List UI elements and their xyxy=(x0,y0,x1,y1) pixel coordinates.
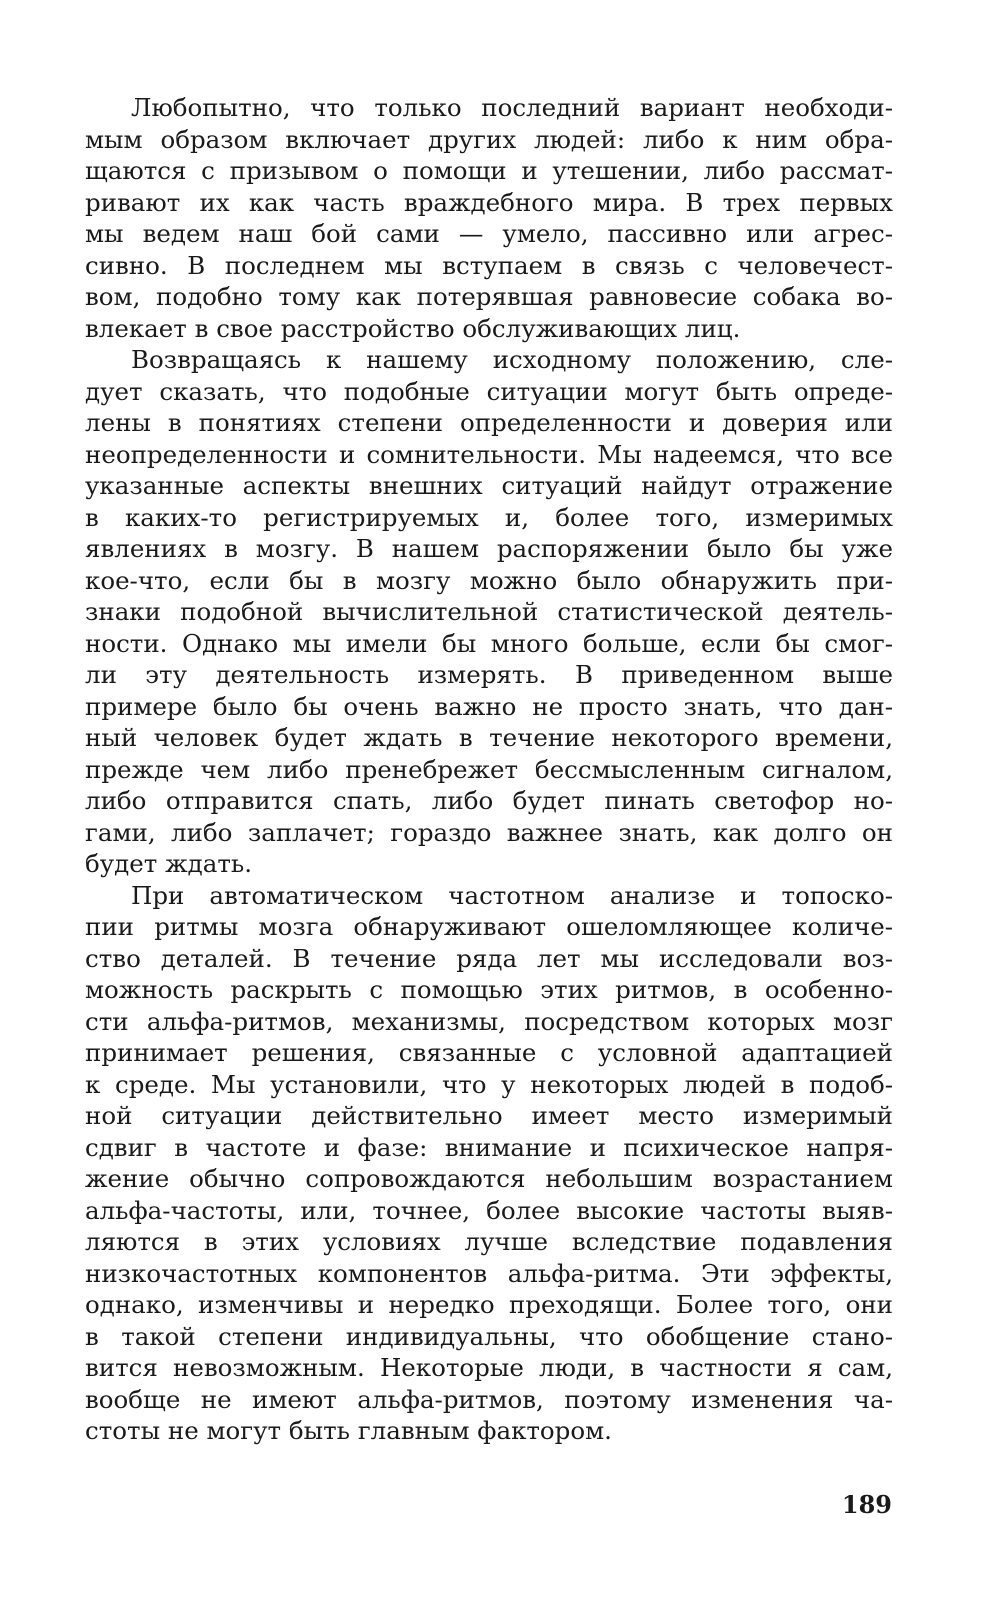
text-line: пии ритмы мозга обнаруживают ошеломляющее количе- xyxy=(85,912,893,941)
text-line: жение обычно сопровождаются небольшим возрастанием xyxy=(85,1164,893,1193)
text-line: щаются с призывом о помощи и утешении, либо рассмат- xyxy=(85,156,893,185)
text-line: Любопытно, что только последний вариант необходи- xyxy=(131,93,893,122)
page-number: 189 xyxy=(841,1490,892,1519)
text-line: лены в понятиях степени определенности и доверия или xyxy=(85,408,893,437)
page-body xyxy=(85,92,893,1447)
paragraph-1 xyxy=(85,92,893,344)
text-line: вообще не имеют альфа-ритмов, поэтому изменения ча- xyxy=(85,1384,893,1414)
text-line: принимает решения, связанные с условной адаптацией xyxy=(85,1038,893,1067)
text-line: сивно. В последнем мы вступаем в связь с человечест- xyxy=(85,250,893,280)
text-line: примере было бы очень важно не просто знать, что дан- xyxy=(85,691,893,721)
text-line: гами, либо заплачет; гораздо важнее знать, как долго он xyxy=(85,817,893,847)
text-line: альфа-частоты, или, точнее, более высокие частоты выяв- xyxy=(85,1195,893,1225)
text-line: неопределенности и сомнительности. Мы надеемся, что все xyxy=(85,439,893,469)
text-line: в каких-то регистрируемых и, более того, измеримых xyxy=(85,502,893,532)
text-line: ли эту деятельность измерять. В приведенном выше xyxy=(85,660,893,689)
paragraph-3 xyxy=(85,880,893,1447)
text-line: ривают их как часть враждебного мира. В трех первых xyxy=(85,187,893,217)
text-line: ности. Однако мы имели бы много больше, если бы смог- xyxy=(85,628,893,658)
text-line: к среде. Мы установили, что у некоторых людей в подоб- xyxy=(85,1069,893,1099)
text-line: низкочастотных компонентов альфа-ритма. Эти эффекты, xyxy=(85,1258,893,1288)
text-line: можность раскрыть с помощью этих ритмов, в особенно- xyxy=(85,975,893,1004)
text-line: знаки подобной вычислительной статистической деятель- xyxy=(85,597,893,626)
text-line: однако, изменчивы и нередко преходящи. Более того, они xyxy=(85,1290,893,1319)
text-line: вом, подобно тому как потерявшая равновесие собака во- xyxy=(85,282,893,311)
text-line: вится невозможным. Некоторые люди, в частности я сам, xyxy=(85,1353,893,1382)
text-line: стоты не могут быть главным фактором. xyxy=(85,1416,612,1445)
text-line: Возвращаясь к нашему исходному положению, сле- xyxy=(131,345,893,374)
text-line: будет ждать. xyxy=(85,849,253,878)
text-line: мым образом включает других людей: либо к ним обра- xyxy=(85,124,893,154)
text-line: ство деталей. В течение ряда лет мы исследовали воз- xyxy=(85,943,893,973)
text-line: сдвиг в частоте и фазе: внимание и психическое напря- xyxy=(85,1132,893,1162)
text-line: мы ведем наш бой сами — умело, пассивно или агрес- xyxy=(85,219,893,248)
text-line: сти альфа-ритмов, механизмы, посредством которых мозг xyxy=(85,1006,893,1036)
text-line: в такой степени индивидуальны, что обобщение стано- xyxy=(85,1321,893,1351)
text-line: прежде чем либо пренебрежет бессмысленным сигналом, xyxy=(85,754,893,784)
paragraph-2 xyxy=(85,344,893,880)
text-line: влекает в свое расстройство обслуживающих лиц. xyxy=(85,313,741,343)
text-line: явлениях в мозгу. В нашем распоряжении было бы уже xyxy=(85,534,893,563)
text-line: кое-что, если бы в мозгу можно было обнаружить при- xyxy=(85,565,893,595)
text-line: либо отправится спать, либо будет пинать светофор но- xyxy=(85,786,893,815)
text-line: ляются в этих условиях лучше вследствие подавления xyxy=(85,1227,893,1256)
text-line: указанные аспекты внешних ситуаций найдут отражение xyxy=(85,471,893,500)
text-line: ный человек будет ждать в течение некоторого времени, xyxy=(85,723,893,752)
text-line: дует сказать, что подобные ситуации могут быть опреде- xyxy=(85,376,893,406)
text-line: При автоматическом частотном анализе и топоско- xyxy=(131,880,893,910)
text-line: ной ситуации действительно имеет место измеримый xyxy=(85,1101,893,1130)
